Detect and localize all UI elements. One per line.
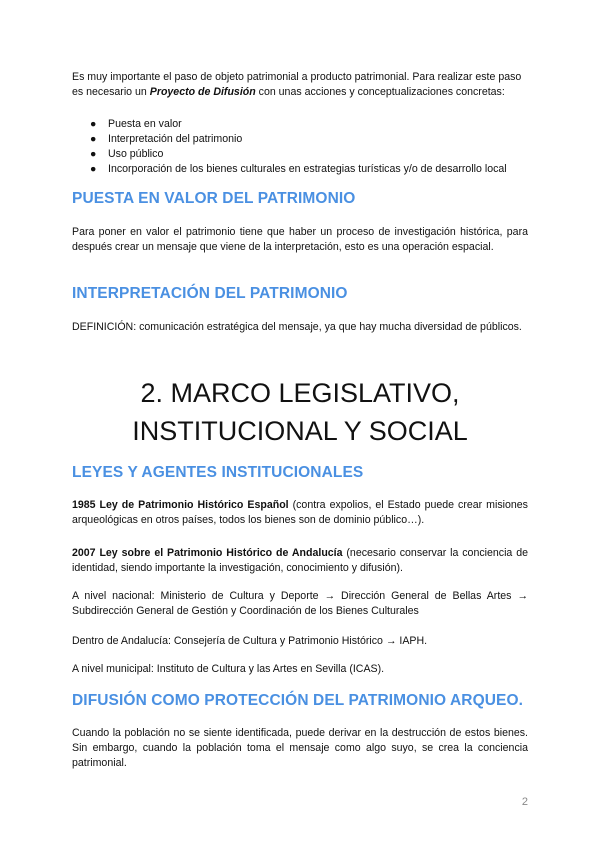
page-number: 2 (521, 796, 528, 808)
intro-emphasis: Proyecto de Difusión (149, 86, 256, 98)
paragraph-andalucia: Dentro de Andalucía: Consejería de Cultura y Patrimonio Histórico → IAPH. (72, 635, 428, 647)
paragraph-nivel-municipal: A nivel municipal: Instituto de Cultura y las Artes en Sevilla (ICAS). (72, 663, 385, 675)
bullet-icon: ● (90, 148, 97, 160)
intro-paragraph (72, 70, 528, 100)
paragraph-ley-2007: 2007 Ley sobre el Patrimonio Histórico de Andalucía (necesario conservar la conciencia de identidad, siendo importante la investigación, conocimiento y difusión). (72, 547, 528, 574)
bullet-list (90, 117, 560, 177)
paragraph-interpretacion: DEFINICIÓN: comunicación estratégica del mensaje, ya que hay mucha diversidad de públicos. (72, 321, 522, 333)
list-item: ● Incorporación de los bienes culturales en estrategias turísticas y/o de desarrollo local (90, 163, 507, 175)
paragraph-puesta-en-valor: Para poner en valor el patrimonio tiene que haber un proceso de investigación histórica, para después crear un mensaje que viene de la interpretación, esto es una operación espacial. (72, 226, 528, 253)
heading-interpretacion: INTERPRETACIÓN DEL PATRIMONIO (72, 285, 348, 302)
bullet-icon: ● (90, 133, 97, 145)
list-item: ● Interpretación del patrimonio (90, 133, 243, 145)
heading-leyes: LEYES Y AGENTES INSTITUCIONALES (72, 464, 364, 481)
heading-difusion: DIFUSIÓN COMO PROTECCIÓN DEL PATRIMONIO ARQUEO. (72, 692, 524, 709)
ley-2007-title: 2007 Ley sobre el Patrimonio Histórico de Andalucía (72, 547, 343, 559)
ley-1985-title: 1985 Ley de Patrimonio Histórico Español (72, 499, 289, 511)
paragraph-nivel-nacional: A nivel nacional: Ministerio de Cultura y Deporte → Dirección General de Bellas Artes → Subdirección General de Gestión y Coordinación de los Bienes Culturales (72, 590, 528, 617)
chapter-title-line-2: INSTITUCIONAL Y SOCIAL (132, 416, 468, 446)
list-item: ● Uso público (90, 148, 164, 160)
intro-text-end: con unas acciones y conceptualizaciones concretas: (255, 86, 505, 98)
list-item: ● Puesta en valor (90, 118, 182, 130)
bullet-icon: ● (90, 163, 97, 175)
chapter-title-line-1: 2. MARCO LEGISLATIVO, (140, 378, 460, 408)
intro-text: Es muy importante el paso de objeto patrimonial a producto patrimonial. Para realizar este paso es necesario un (72, 71, 522, 98)
paragraph-ley-1985: 1985 Ley de Patrimonio Histórico Español (contra expolios, el Estado puede crear misiones arqueológicas en otros países, todos los bienes son de dominio público…). (72, 499, 528, 526)
heading-puesta-en-valor: PUESTA EN VALOR DEL PATRIMONIO (72, 190, 356, 207)
paragraph-difusion: Cuando la población no se siente identificada, puede derivar en la destrucción de estos bienes. Sin embargo, cuando la población toma el mensaje como algo suyo, se crea la conciencia patrimonial. (72, 727, 528, 769)
bullet-icon: ● (90, 118, 97, 130)
